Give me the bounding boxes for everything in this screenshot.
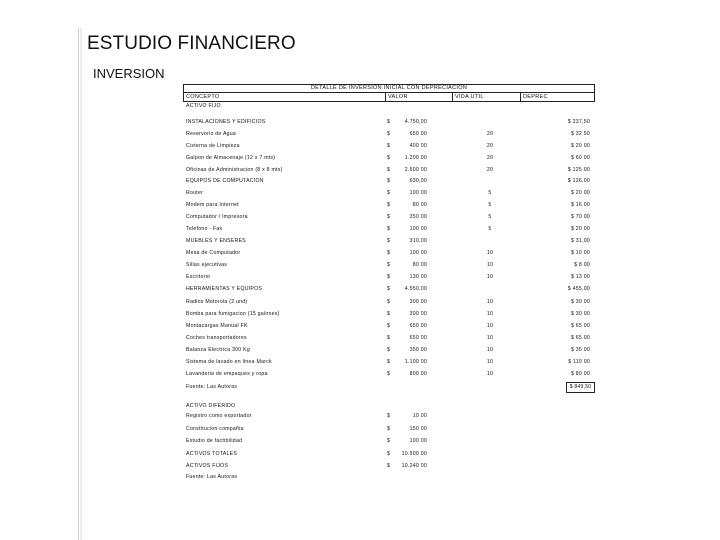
cell-valor: 130 00 [409,274,427,280]
cell-valor: 10 00 [412,413,427,419]
total-depreciation: $ 849,50 [566,382,595,393]
cell-vida-util: 10 [486,299,494,305]
cell-concepto: Modem para Internet [186,202,239,208]
cell-valor: 150 00 [409,426,427,432]
cell-valor: 630,00 [409,178,427,184]
cell-vida-util: 5 [488,202,492,208]
table-row [186,424,606,434]
cell-currency: $ [387,359,391,365]
cell-deprec: $ 65 00 [570,323,590,329]
cell-valor: 4.550,00 [404,286,427,292]
table-row [186,436,606,446]
cell-vida-util: 20 [486,167,494,173]
column-separator [520,93,521,101]
cell-deprec: $ 35 00 [570,347,590,353]
column-header-vida-util: VIDA UTIL [455,94,484,100]
table-row [186,224,606,234]
cell-currency: $ [387,311,391,317]
cell-valor: 350 00 [409,214,427,220]
cell-valor: 310,00 [409,238,427,244]
table-row [186,236,606,246]
cell-currency: $ [387,413,391,419]
table-row [186,153,606,163]
cell-vida-util: 10 [486,359,494,365]
cell-deprec: $ 237,50 [567,119,590,125]
cell-concepto: Reservorio de Agua [186,131,237,137]
cell-deprec: $ 20 00 [570,143,590,149]
column-header-concepto: CONCEPTO [186,94,220,100]
table-row [186,248,606,258]
cell-deprec: $ 110 00 [568,359,590,365]
cell-valor: 650 00 [409,323,427,329]
cell-concepto: EQUIPOS DE COMPUTACION [186,178,264,184]
cell-valor: 4.750,00 [404,119,427,125]
cell-valor: 100 00 [409,226,427,232]
table-row [186,260,606,270]
cell-vida-util: 10 [486,347,494,353]
cell-valor: 800 00 [409,371,427,377]
cell-deprec: $ 10 00 [570,250,590,256]
cell-valor: 80 00 [412,202,427,208]
cell-currency: $ [387,250,391,256]
cell-currency: $ [387,119,391,125]
cell-concepto: Sistema de lavado en linea Marck [186,359,272,365]
cell-valor: 10.500 00 [401,451,427,457]
table-row [186,117,606,127]
table-row [186,309,606,319]
cell-concepto: Oficinas de Administracion (8 x 8 mts) [186,167,283,173]
cell-concepto: Coches transportadores [186,335,247,341]
cell-deprec: $ 31,00 [570,238,590,244]
cell-valor: 80 00 [412,262,427,268]
table-row [186,129,606,139]
cell-vida-util: 20 [486,131,494,137]
cell-concepto: Radios Motorola (2 und) [186,299,248,305]
cell-valor: 10.240 00 [401,463,427,469]
cell-deprec: $ 126,00 [567,178,590,184]
cell-valor: 650 00 [409,335,427,341]
cell-currency: $ [387,438,391,444]
cell-valor: 300 00 [409,311,427,317]
table-row [186,176,606,186]
cell-currency: $ [387,178,391,184]
cell-concepto: Sillas ejecutivas [186,262,228,268]
cell-vida-util: 5 [488,214,492,220]
cell-currency: $ [387,167,391,173]
column-separator [452,93,453,101]
column-separator [385,93,386,101]
cell-valor: 100 00 [409,438,427,444]
cell-currency: $ [387,286,391,292]
cell-concepto: Galpon de Almacenaje (12 x 7 mts) [186,155,276,161]
activo-diferido-label: ACTIVO DIFERIDO [186,403,236,409]
cell-currency: $ [387,299,391,305]
table-row [186,333,606,343]
cell-deprec: $ 16 00 [570,202,590,208]
table-title-text: DETALLE DE INVERSION INICIAL CON DEPRECIACION [310,85,468,91]
table-title-header [183,84,595,92]
cell-concepto: Computador / Impresora [186,214,248,220]
table-row [186,369,606,379]
cell-currency: $ [387,335,391,341]
cell-concepto: Registro como exportador [186,413,252,419]
cell-concepto: Mesa de Computador [186,250,241,256]
cell-valor: 100 00 [409,250,427,256]
table-row [186,321,606,331]
cell-valor: 1.100 00 [404,359,427,365]
cell-currency: $ [387,190,391,196]
cell-vida-util: 10 [486,250,494,256]
cell-valor: 350 00 [409,347,427,353]
cell-currency: $ [387,238,391,244]
decorative-shadow-bar [80,28,82,540]
source-note: Fuente: Las Autoras [186,384,238,390]
cell-concepto: Lavanderia de empaques y ropa [186,371,268,377]
table-row [186,357,606,367]
table-row [186,188,606,198]
cell-concepto: ACTIVOS FIJOS [186,463,229,469]
cell-currency: $ [387,274,391,280]
cell-deprec: $ 8 00 [574,262,590,268]
cell-vida-util: 10 [486,323,494,329]
column-header-deprec: DEPREC [523,94,548,100]
cell-currency: $ [387,323,391,329]
cell-vida-util: 10 [486,335,494,341]
cell-currency: $ [387,463,391,469]
cell-concepto: Escritorio [186,274,211,280]
page-subtitle: INVERSION [93,66,165,81]
section-label-activo-diferido [186,401,606,411]
table-row [186,200,606,210]
table-row [186,165,606,175]
cell-currency: $ [387,371,391,377]
cell-deprec: $ 80 00 [570,371,590,377]
cell-currency: $ [387,202,391,208]
cell-concepto: Balanza Electrica 300 Kg [186,347,250,353]
cell-vida-util: 10 [486,262,494,268]
cell-currency: $ [387,143,391,149]
cell-deprec: $ 13 00 [570,274,590,280]
cell-concepto: ACTIVOS TOTALES [186,451,238,457]
cell-deprec: $ 30 00 [570,299,590,305]
cell-deprec: $ 60 00 [570,155,590,161]
cell-concepto: Router [186,190,204,196]
cell-vida-util: 20 [486,155,494,161]
cell-vida-util: 5 [488,190,492,196]
page-title: ESTUDIO FINANCIERO [87,33,296,54]
source-note-2: Fuente: Las Autoras [186,474,238,480]
cell-vida-util: 5 [488,226,492,232]
cell-concepto: HERRAMIENTAS Y EQUIPOS [186,286,263,292]
table-row [186,345,606,355]
totals-row [186,449,606,459]
cell-concepto: INSTALACIONES Y EDIFICIOS [186,119,266,125]
table-row [186,212,606,222]
cell-currency: $ [387,347,391,353]
cell-currency: $ [387,226,391,232]
cell-valor: 650 00 [409,131,427,137]
decorative-vertical-line [78,28,79,540]
cell-currency: $ [387,131,391,137]
cell-currency: $ [387,262,391,268]
cell-deprec: $ 65 00 [570,335,590,341]
cell-valor: 400 00 [409,143,427,149]
table-row [186,141,606,151]
cell-deprec: $ 455,00 [567,286,590,292]
totals-row [186,461,606,471]
cell-currency: $ [387,214,391,220]
activo-fijo-label: ACTIVO FIJO [186,103,221,109]
cell-deprec: $ 70 00 [570,214,590,220]
cell-valor: 2.500 00 [404,167,427,173]
cell-deprec: $ 125 00 [567,167,590,173]
cell-vida-util: 10 [486,274,494,280]
cell-deprec: $ 30 00 [570,311,590,317]
section-label-activo-fijo [186,101,606,111]
cell-deprec: $ 20 00 [570,190,590,196]
cell-vida-util: 10 [486,371,494,377]
cell-vida-util: 10 [486,311,494,317]
cell-currency: $ [387,426,391,432]
cell-deprec: $ 20 00 [570,226,590,232]
table-row [186,411,606,421]
table-row [186,297,606,307]
cell-concepto: Montacargas Manual FK [186,323,248,329]
cell-concepto: Constitucion compañia [186,426,244,432]
cell-valor: 100 00 [409,190,427,196]
cell-concepto: Cisterna de Limpieza [186,143,240,149]
cell-currency: $ [387,451,391,457]
column-header-valor: VALOR [388,94,408,100]
cell-valor: 300 00 [409,299,427,305]
cell-vida-util: 20 [486,143,494,149]
cell-currency: $ [387,155,391,161]
cell-concepto: MUEBLES Y ENSERES [186,238,246,244]
cell-deprec: $ 32 50 [570,131,590,137]
cell-valor: 1.200 00 [404,155,427,161]
cell-concepto: Bomba para fumigacion (15 galones) [186,311,280,317]
cell-concepto: Telefono - Fax [186,226,223,232]
cell-concepto: Estudio de factibilidad [186,438,243,444]
table-row [186,284,606,294]
table-row [186,272,606,282]
